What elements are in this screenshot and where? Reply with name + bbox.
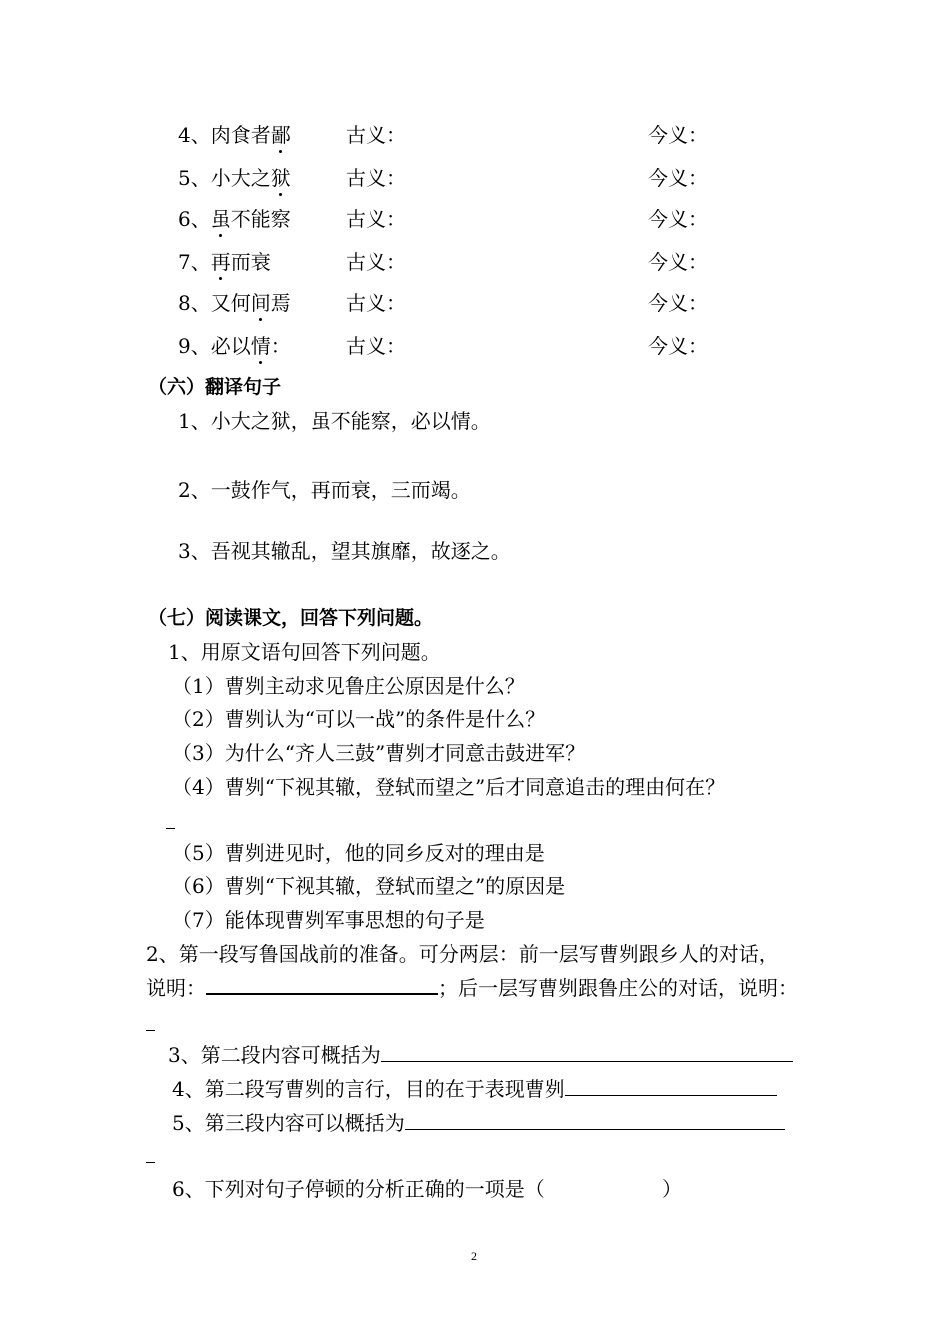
gu-label: 古义： [346, 166, 406, 190]
translate-item: 1、小大之狱，虽不能察，必以情。 [178, 409, 491, 433]
vocab-row: 7、再而衰 [178, 250, 271, 274]
answer-blank[interactable] [206, 975, 438, 995]
question-3: 3、第二段内容可概括为 [168, 1042, 793, 1068]
answer-dash [146, 1030, 155, 1031]
translate-item: 2、一鼓作气，再而衰，三而竭。 [178, 478, 471, 502]
gu-label: 古义： [346, 334, 406, 358]
section6-heading: （六）翻译句子 [148, 376, 282, 398]
answer-blank[interactable] [405, 1111, 785, 1130]
emphasis-char: 情 [250, 334, 271, 358]
gu-label: 古义： [346, 291, 406, 315]
jin-label: 今义： [648, 207, 708, 231]
sub-question: （4）曹刿“下视其辙，登轼而望之”后才同意追击的理由何在？ [172, 775, 726, 799]
answer-blank[interactable] [381, 1043, 793, 1062]
translate-item: 3、吾视其辙乱，望其旗靡，故逐之。 [178, 539, 511, 563]
emphasis-char: 虽 [210, 207, 231, 231]
answer-blank[interactable] [565, 1077, 777, 1096]
vocab-row: 6、虽不能察 [178, 207, 291, 231]
question-6-close-paren: ） [662, 1177, 682, 1201]
sub-question: （5）曹刿进见时，他的同乡反对的理由是 [172, 841, 545, 865]
gu-label: 古义： [346, 207, 406, 231]
question-6: 6、下列对句子停顿的分析正确的一项是（ [172, 1177, 545, 1201]
section7-heading: （七）阅读课文，回答下列问题。 [148, 607, 434, 629]
question-2: 2、第一段写鲁国战前的准备。可分两层：前一层写曹刿跟乡人的对话， [146, 942, 779, 966]
page-number: 2 [471, 1249, 477, 1263]
question-5: 5、第三段内容可以概括为 [172, 1110, 785, 1136]
question-1: 1、用原文语句回答下列问题。 [168, 640, 441, 664]
sub-question: （1）曹刿主动求见鲁庄公原因是什么？ [172, 674, 525, 698]
jin-label: 今义： [648, 334, 708, 358]
vocab-row: 5、小大之狱 [178, 166, 291, 190]
sub-question: （6）曹刿“下视其辙，登轼而望之”的原因是 [172, 874, 566, 898]
jin-label: 今义： [648, 123, 708, 147]
emphasis-char: 鄙 [270, 123, 291, 147]
answer-dash [146, 1162, 155, 1163]
emphasis-char: 再 [210, 250, 231, 274]
sub-question: （2）曹刿认为“可以一战”的条件是什么？ [172, 707, 546, 731]
vocab-row: 4、肉食者鄙 [178, 123, 291, 147]
gu-label: 古义： [346, 123, 406, 147]
sub-question: （3）为什么“齐人三鼓”曹刿才同意击鼓进军？ [172, 741, 586, 765]
vocab-row: 9、必以情： [178, 334, 291, 358]
vocab-row: 8、又何间焉 [178, 291, 291, 315]
gu-label: 古义： [346, 250, 406, 274]
emphasis-char: 间 [250, 291, 271, 315]
question-2-line2: 说明： ；后一层写曹刿跟鲁庄公的对话，说明： [146, 976, 798, 1000]
emphasis-char: 狱 [270, 166, 291, 190]
jin-label: 今义： [648, 166, 708, 190]
jin-label: 今义： [648, 291, 708, 315]
answer-dash [166, 828, 175, 829]
sub-question: （7）能体现曹刿军事思想的句子是 [172, 908, 485, 932]
jin-label: 今义： [648, 250, 708, 274]
question-4: 4、第二段写曹刿的言行，目的在于表现曹刿 [172, 1076, 777, 1102]
